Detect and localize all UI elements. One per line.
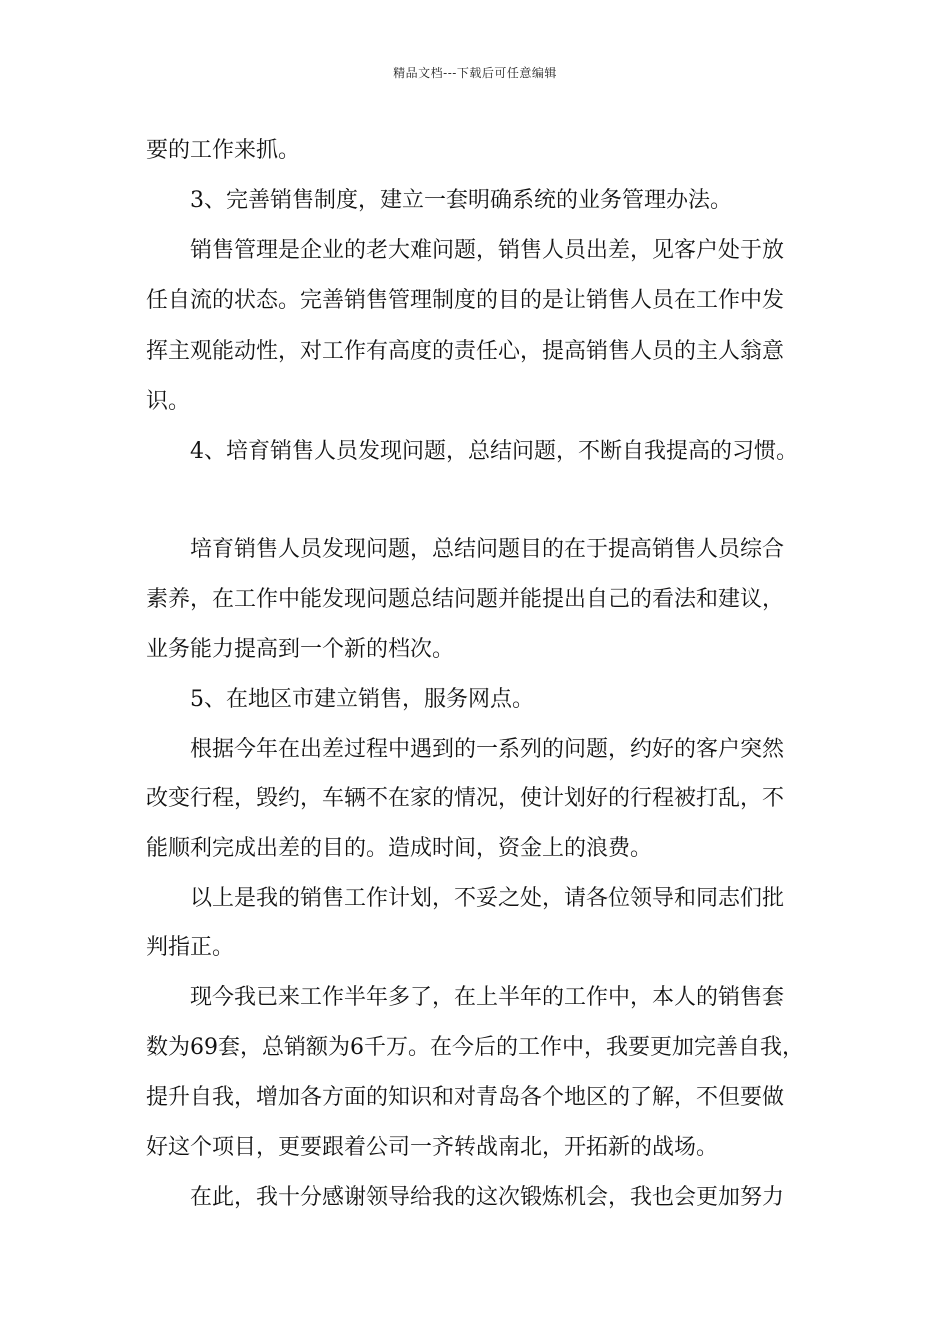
text-line: 以上是我的销售工作计划，不妥之处，请各位领导和同志们批 bbox=[190, 886, 785, 911]
text-line: 5、在地区市建立销售，服务网点。 bbox=[190, 687, 534, 712]
text-line: 要的工作来抓。 bbox=[146, 138, 301, 163]
text-line: 识。 bbox=[146, 389, 191, 414]
text-line: 4、培育销售人员发现问题，总结问题，不断自我提高的习惯。 bbox=[190, 439, 798, 464]
text-line: 根据今年在出差过程中遇到的一系列的问题，约好的客户突然 bbox=[190, 737, 785, 762]
text-line: 任自流的状态。完善销售管理制度的目的是让销售人员在工作中发 bbox=[146, 288, 785, 313]
text-line: 在此，我十分感谢领导给我的这次锻炼机会，我也会更加努力 bbox=[190, 1185, 785, 1210]
text-line: 提升自我，增加各方面的知识和对青岛各个地区的了解，不但要做 bbox=[146, 1085, 785, 1110]
text-line: 3、完善销售制度，建立一套明确系统的业务管理办法。 bbox=[190, 188, 732, 213]
text-line: 能顺利完成出差的目的。造成时间，资金上的浪费。 bbox=[146, 836, 653, 861]
text-line: 挥主观能动性，对工作有高度的责任心，提高销售人员的主人翁意 bbox=[146, 339, 785, 364]
text-line: 销售管理是企业的老大难问题，销售人员出差，见客户处于放 bbox=[190, 238, 785, 263]
text-line: 数为69套，总销额为6千万。在今后的工作中，我要更加完善自我， bbox=[146, 1035, 804, 1060]
text-line: 素养，在工作中能发现问题总结问题并能提出自己的看法和建议， bbox=[146, 587, 785, 612]
text-line: 现今我已来工作半年多了，在上半年的工作中，本人的销售套 bbox=[190, 985, 785, 1010]
text-line: 改变行程，毁约，车辆不在家的情况，使计划好的行程被打乱，不 bbox=[146, 786, 785, 811]
text-line: 判指正。 bbox=[146, 935, 235, 960]
page-header: 精品文档---下载后可任意编辑 bbox=[393, 66, 557, 80]
text-line: 培育销售人员发现问题，总结问题目的在于提高销售人员综合 bbox=[190, 537, 785, 562]
text-line: 好这个项目，更要跟着公司一齐转战南北，开拓新的战场。 bbox=[146, 1135, 719, 1160]
text-line: 业务能力提高到一个新的档次。 bbox=[146, 637, 455, 662]
